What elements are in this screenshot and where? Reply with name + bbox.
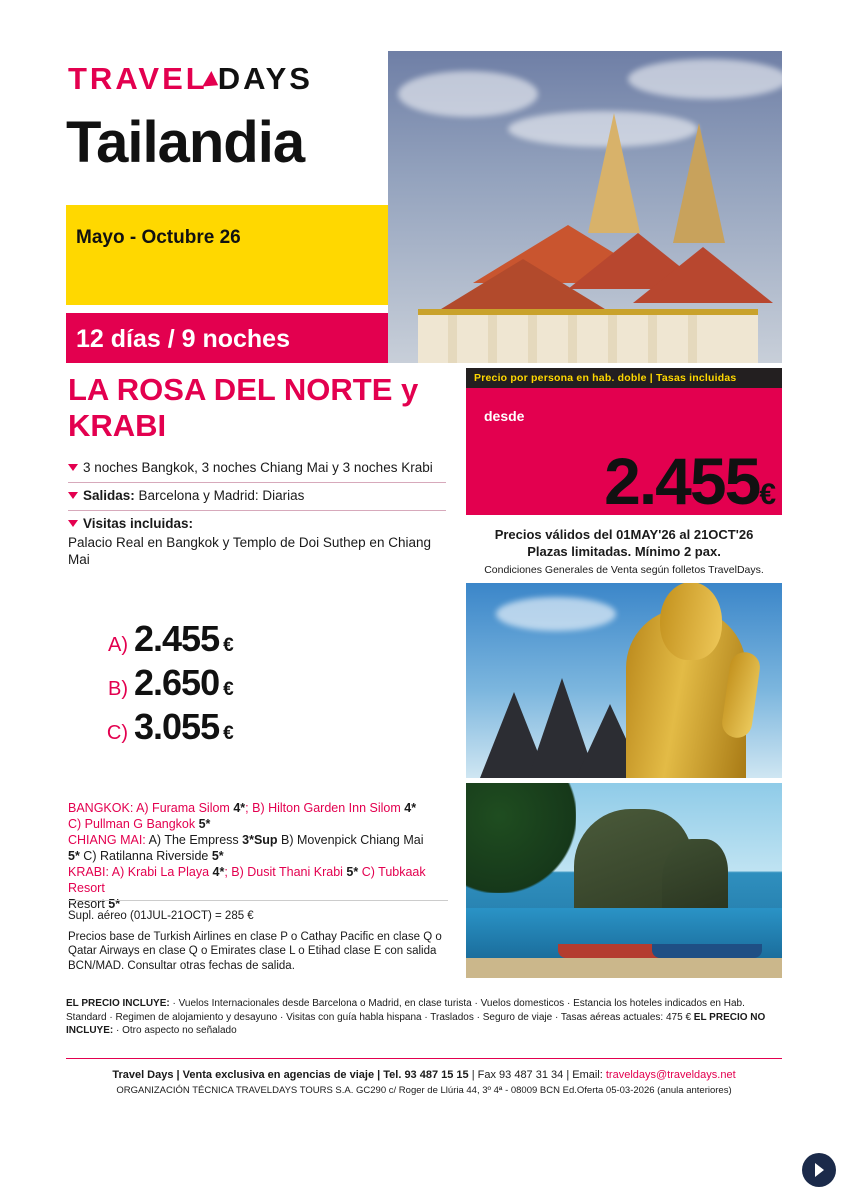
visits-label: Visitas incluidas: xyxy=(83,516,194,531)
hotel-city-block xyxy=(68,800,448,832)
krabi-beach-boats-photo xyxy=(466,783,782,978)
hotel-cat-c: 5* xyxy=(108,897,121,911)
not-includes-text: · Otro aspecto no señalado xyxy=(113,1025,237,1036)
price-option-amount: 2.455 xyxy=(134,618,220,659)
hotel-line-a: A) The Empress xyxy=(145,833,243,847)
duration-band-label: 12 días / 9 noches xyxy=(76,325,290,353)
hotel-line-c: C) Pullman G Bangkok xyxy=(68,817,199,831)
triangle-bullet-icon xyxy=(68,520,78,527)
page-title: Tailandia xyxy=(66,110,305,175)
info-row-departures xyxy=(68,483,446,511)
thai-temple-photo xyxy=(388,51,782,363)
supplement-notes xyxy=(68,900,448,979)
hotel-city-label: KRABI: xyxy=(68,865,109,879)
hotel-cat-b: 4* xyxy=(404,801,417,815)
hotel-line-b: ; B) Hilton Garden Inn Silom xyxy=(245,801,405,815)
cloud-shape xyxy=(398,71,538,117)
info-row-visits xyxy=(68,511,446,574)
includes-text: · Vuelos Internacionales desde Barcelona o Madrid, en clase turista · Vuelos domesticos · Estancia los hoteles indicados en Hab. Standard · Regimen de alojamiento y desayuno · Visitas con guía habla hispana · Traslados · Seguro de viaje · Tasas aéreas actuales: 475 € xyxy=(66,998,745,1023)
visits-value: Palacio Real en Bangkok y Templo de Doi Suthep en Chiang Mai xyxy=(68,535,431,567)
brand-logo-text xyxy=(68,62,368,96)
longtail-boat xyxy=(652,944,762,958)
includes-label: EL PRECIO INCLUYE: xyxy=(66,998,170,1009)
cloud-shape xyxy=(628,59,782,99)
duration-band xyxy=(66,313,388,363)
departures-label: Salidas: xyxy=(83,488,135,503)
price-option-amount: 2.650 xyxy=(134,662,220,703)
hotel-city-label: BANGKOK: xyxy=(68,801,134,815)
play-arrow-icon[interactable] xyxy=(802,1153,836,1187)
validity-line-2: Plazas limitadas. Mínimo 2 pax. xyxy=(527,544,721,559)
footer xyxy=(66,1068,782,1098)
price-option-letter: B) xyxy=(108,678,128,700)
price-main xyxy=(604,443,774,519)
price-box xyxy=(466,388,782,518)
hotel-cat-c: 5* xyxy=(198,817,211,831)
hotel-cat-b: 5* xyxy=(346,865,359,879)
validity-line-1: Precios válidos del 01MAY'26 al 21OCT'26 xyxy=(494,527,754,542)
footer-contact-line xyxy=(66,1068,782,1083)
brand-logo xyxy=(68,62,368,102)
trip-info-block xyxy=(68,455,446,574)
price-option-currency: € xyxy=(223,679,234,700)
hotel-line-b: B) Movenpick Chiang Mai xyxy=(277,833,424,847)
temple-roof-silhouette xyxy=(480,668,630,778)
price-main-currency: € xyxy=(759,478,774,511)
hotel-line-b: ; B) Dusit Thani Krabi xyxy=(224,865,347,879)
season-band xyxy=(66,205,388,305)
season-band-label: Mayo - Octubre 26 xyxy=(76,227,241,248)
golden-buddha-photo xyxy=(466,583,782,778)
beach-sand xyxy=(466,958,782,978)
price-option-amount: 3.055 xyxy=(134,706,220,747)
brand-name-days: DAYS xyxy=(217,61,313,96)
hotel-cat-a: 4* xyxy=(233,801,246,815)
nights-text: 3 noches Bangkok, 3 noches Chiang Mai y 3 noches Krabi xyxy=(83,460,433,475)
hotel-line-a: A) Furama Silom xyxy=(133,801,234,815)
hotel-line-c: C) Tubkaak Resort xyxy=(68,865,426,895)
footer-email[interactable]: traveldays@traveldays.net xyxy=(605,1069,736,1081)
price-box-header-label: Precio por persona en hab. doble | Tasas incluidas xyxy=(474,372,737,384)
not-includes-label: EL PRECIO NO INCLUYE: xyxy=(66,1011,766,1036)
supplement-line-2: Precios base de Turkish Airlines en clase P o Cathay Pacific en clase Q o Qatar Airways en clase Q o Emirates clase L o Etihad clase E con salida BCN/MAD. Consultar otras fechas de salida. xyxy=(68,930,442,972)
supplement-line-1: Supl. aéreo (01JUL-21OCT) = 285 € xyxy=(68,910,254,922)
hotel-cat-a: 3*Sup xyxy=(242,833,278,847)
price-includes-block xyxy=(66,997,782,1038)
footer-divider xyxy=(66,1058,782,1059)
hotel-city-label: CHIANG MAI: xyxy=(68,833,146,847)
footer-company: Travel Days | Venta exclusiva en agencias de viaje xyxy=(112,1069,375,1081)
triangle-bullet-icon xyxy=(68,492,78,499)
price-option-letter: A) xyxy=(108,634,128,656)
footer-phone: | Tel. 93 487 15 15 xyxy=(374,1069,469,1081)
hotel-cat-a: 4* xyxy=(212,865,225,879)
hotel-city-block xyxy=(68,832,448,864)
price-options-list xyxy=(100,618,430,750)
foliage-overlay xyxy=(466,783,576,893)
price-from-label: desde xyxy=(484,408,525,424)
hotel-line-c: C) Ratilanna Riverside xyxy=(79,849,212,863)
hotel-line-a: A) Krabi La Playa xyxy=(109,865,213,879)
price-option-row xyxy=(100,706,430,750)
footer-fax: | Fax 93 487 31 34 | Email: xyxy=(468,1069,606,1081)
hotel-cat-b: 5* xyxy=(68,849,80,863)
temple-structure xyxy=(418,121,772,363)
price-option-currency: € xyxy=(223,723,234,744)
price-option-letter: C) xyxy=(106,722,128,744)
footer-legal: ORGANIZACIÓN TÉCNICA TRAVELDAYS TOURS S.A. GC290 c/ Roger de Llúria 44, 3º 4ª - 08009 BCN Ed.Oferta 05-03-2026 (anula anteriores) xyxy=(116,1085,732,1096)
buddha-statue-head xyxy=(660,583,722,660)
departures-value: Barcelona y Madrid: Diarias xyxy=(138,488,305,503)
hotels-list xyxy=(68,800,448,912)
brand-name-travel: TRAVEL xyxy=(68,61,208,96)
price-option-row xyxy=(100,662,430,706)
info-row-nights xyxy=(68,455,446,483)
hotel-cat-c: 5* xyxy=(211,849,224,863)
price-main-amount: 2.455 xyxy=(604,444,760,518)
offer-headline: LA ROSA DEL NORTE y KRABI xyxy=(68,372,419,443)
cloud-shape xyxy=(496,597,616,631)
validity-conditions: Condiciones Generales de Venta según folletos TravelDays. xyxy=(484,564,764,576)
hotel-line-c2: Resort xyxy=(68,897,109,911)
validity-notes xyxy=(466,526,782,579)
price-option-row xyxy=(100,618,430,662)
price-box-header xyxy=(466,368,782,388)
price-option-currency: € xyxy=(223,635,234,656)
triangle-bullet-icon xyxy=(68,464,78,471)
